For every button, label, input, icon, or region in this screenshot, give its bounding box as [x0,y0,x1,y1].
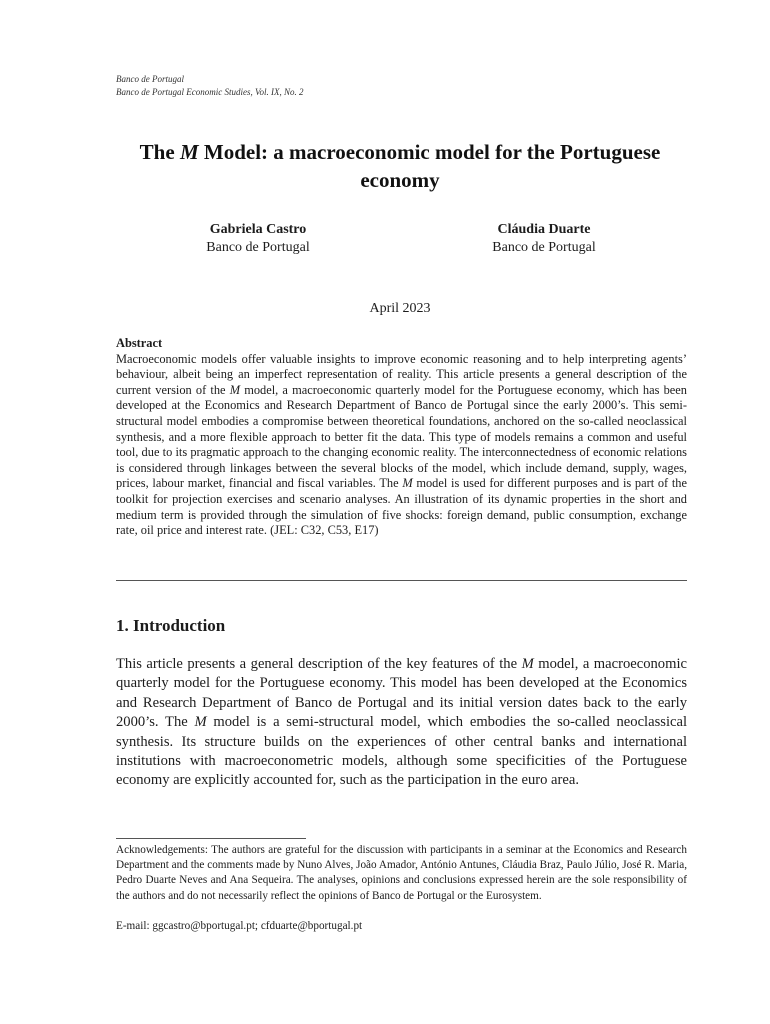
abstract-model-letter: M [402,476,413,491]
author-affiliation: Banco de Portugal [492,240,596,255]
author-affiliation: Banco de Portugal [206,240,310,255]
paper-title [100,138,700,194]
abstract-text: Macroeconomic models offer valuable insights to improve economic reasoning and to help interpreting agents’ behaviour, albeit being an imperfect representation of reality. This article presents a general description of the current version of the [116,351,687,397]
section-heading-introduction: 1. Introduction [116,616,226,635]
intro-text: This article presents a general description of the key features of the [116,656,522,672]
author-block [424,221,664,257]
intro-model-letter: M [521,656,534,672]
author-block [138,221,378,257]
running-header-publisher: Banco de Portugal [116,74,184,84]
abstract-divider [116,580,687,581]
abstract-text: model is used for different purposes and is part of the toolkit for projection exercises and scenario analyses. An illustration of its dynamic properties in the short and medium term is provided through the simulation of five shocks: foreign demand, public consumption, exchange rate, oil price and interest rate. (JEL: C32, C53, E17) [116,476,688,538]
paper-title-part: Model: a macroeconomic model for the Portuguese economy [198,140,661,192]
abstract-text: model, a macroeconomic quarterly model for the Portuguese economy, which has been developed at the Economics and Research Department of Banco de Portugal since the early 2000’s. This semi-structural model embodies a compromise between theoretical foundations, anchored on the so-called neoclassical synthesis, and a more flexible approach to better fit the data. This type of models remains a common and useful tool, due to its pragmatic approach to the changing economic reality. The interconnectedness of economic relations is considered through linkages between the several blocks of the model, which include demand, supply, wages, prices, labour market, financial and fiscal variables. The [116,382,687,491]
intro-text: model, a macroeconomic quarterly model for the Portuguese economy. This model has been developed at the Economics and Research Department of Banco de Portugal and its initial version dates back to the early 2000’s. The [116,656,687,731]
author-name: Cláudia Duarte [497,222,591,237]
running-header-series: Banco de Portugal Economic Studies, Vol. IX, No. 2 [116,87,304,97]
intro-text: model is a semi-structural model, which embodies the so-called neoclassical synthesis. Its structure builds on the experiences of other central banks and international institutions with macroeconometric models, although some specificities of the Portuguese economy are explicitly accounted for, such as the participation in the euro area. [116,714,688,789]
footnote-acknowledgements: Acknowledgements: The authors are grateful for the discussion with participants in a seminar at the Economics and Research Department and the comments made by Nuno Alves, João Amador, António Antunes, Cláudia Braz, Paulo Júlio, José R. Maria, Pedro Duarte Neves and Ana Sequeira. The analyses, opinions and conclusions expressed herein are the sole responsibility of the authors and do not necessarily reflect the opinions of Banco de Portugal or the Eurosystem. [116,844,687,902]
intro-model-letter: M [194,714,207,731]
paper-title-part: The [139,140,180,164]
footnote-email: E-mail: ggcastro@bportugal.pt; cfduarte@bportugal.pt [116,920,363,932]
footnote-divider [116,838,306,839]
publication-date: April 2023 [369,301,431,316]
abstract-heading: Abstract [116,336,163,350]
paper-title-model-letter: M [179,140,199,164]
introduction-paragraph [116,655,687,791]
abstract-model-letter: M [229,382,241,397]
author-name: Gabriela Castro [209,222,307,237]
abstract [116,336,687,539]
